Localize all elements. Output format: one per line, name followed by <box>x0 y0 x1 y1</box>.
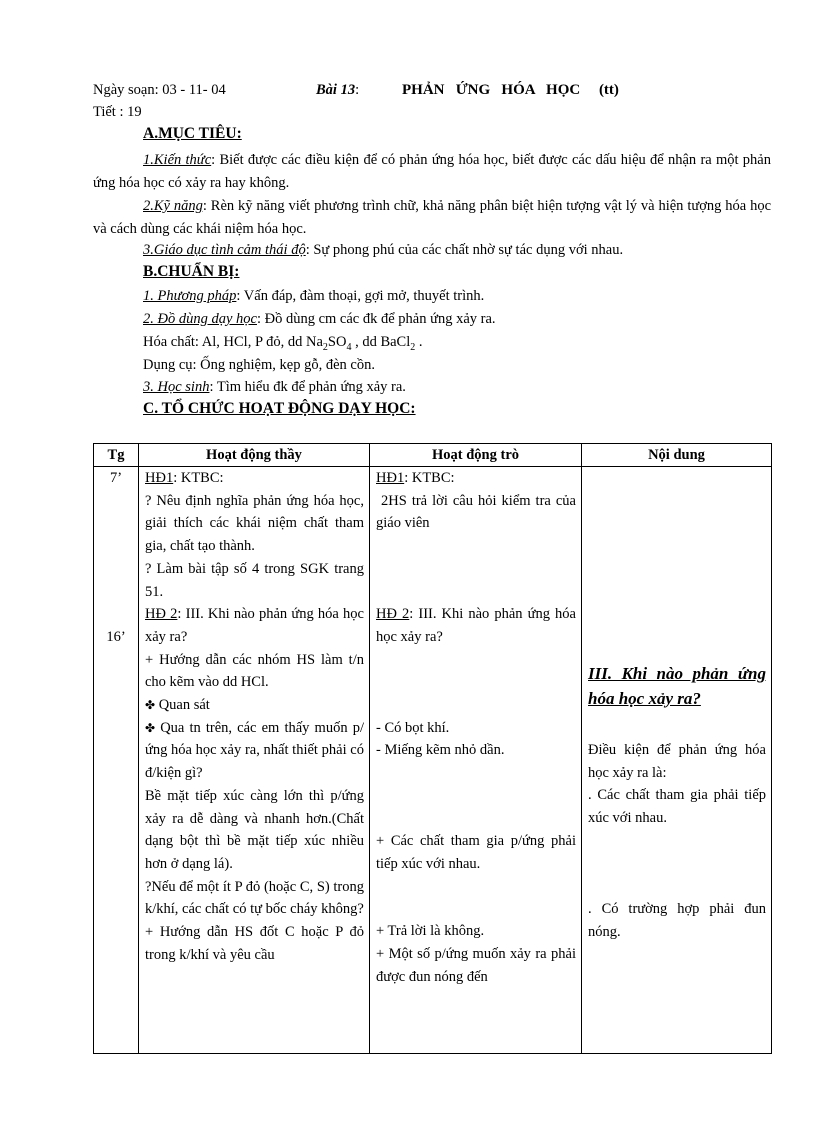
section-b-title: B.CHUẨN BỊ: <box>143 263 240 280</box>
date-prepared: Ngày soạn: 03 - 11- 04 <box>93 82 226 98</box>
attitude-text: : Sự phong phú của các chất nhờ sự tác dụng với nhau. <box>305 242 624 258</box>
skills-label: 2.Kỹ năng <box>143 198 203 214</box>
teacher-question-3: ✤ Qua tn trên, các em thấy muốn p/ứng hóa học xảy ra, nhất thiết phải có đ/kiện gì? <box>145 719 364 782</box>
header-time: Tg <box>94 444 139 467</box>
student-cell <box>370 467 582 1054</box>
header-teacher: Hoạt động thầy <box>139 444 370 467</box>
content-contact: . Các chất tham gia phải tiếp xúc với nhau. <box>588 787 766 827</box>
section-a-title: A.MỤC TIÊU: <box>143 125 242 142</box>
content-conditions: Điều kiện để phản ứng hóa học xảy ra là: <box>588 742 766 781</box>
table-row <box>94 467 772 1054</box>
period-line: Tiết : 19 <box>93 104 142 120</box>
students-label: 3. Học sinh <box>143 379 210 395</box>
teacher-question-1: ? Nêu định nghĩa phản ứng hóa học, giải thích các khái niệm chất tham gia, chất tạo thành. <box>145 492 364 555</box>
table-header-row <box>94 444 772 467</box>
lesson-label <box>316 81 359 99</box>
skills-text: : Rèn kỹ năng viết phương trình chữ, khả năng phân biệt hiện tượng vật lý và hiện tượng hóa học và cách dùng các khái niệm hóa học. <box>93 198 772 237</box>
students-text: : Tìm hiểu đk để phản ứng xảy ra. <box>209 379 406 395</box>
flower-bullet-icon: ✤ <box>145 720 156 735</box>
header-student: Hoạt động trò <box>370 444 582 467</box>
prep-chemicals: Hóa chất: Al, HCl, P đỏ, dd $Na_2SO_4$ , dd BaCl$_2$ . <box>143 334 423 353</box>
student-hd1: HĐ1: KTBC: <box>376 470 455 486</box>
student-hd2: HĐ 2: III. Khi nào phản ứng hóa học xảy ra? <box>376 606 576 645</box>
prep-tools: Dụng cụ: Ống nghiệm, kẹp gỗ, đèn cồn. <box>143 357 375 373</box>
objective-knowledge <box>93 149 771 195</box>
teacher-hd2: HĐ 2: III. Khi nào phản ứng hóa học xảy ra? <box>145 606 364 645</box>
prep-equipment <box>143 310 496 328</box>
lesson-colon: : <box>355 82 360 98</box>
header-content: Nội dung <box>582 444 772 467</box>
objective-skills <box>93 195 771 241</box>
section-c-title: C. TỔ CHỨC HOẠT ĐỘNG DẠY HỌC: <box>143 400 416 417</box>
content-cell <box>582 467 772 1054</box>
teacher-question-2: ? Làm bài tập số 4 trong SGK trang 51. <box>145 560 364 600</box>
teacher-guide-2: + Hướng dẫn HS đốt C hoặc P đỏ trong k/khí và yêu cầu <box>145 924 364 963</box>
attitude-label: 3.Giáo dục tình cảm thái độ <box>143 242 306 258</box>
objective-attitude <box>143 241 623 259</box>
student-heating: + Một số p/ứng muốn xảy ra phải được đun nóng đến <box>376 946 576 985</box>
activity-table <box>93 443 772 1054</box>
equipment-label: 2. Đồ dùng dạy học <box>143 311 257 327</box>
lesson-number: Bài 13 <box>316 82 356 98</box>
time-hd2: 16’ <box>106 628 126 645</box>
teacher-observe: ✤ Quan sát <box>145 697 210 714</box>
knowledge-text: : Biết được các điều kiện để có phản ứng hóa học, biết được các dấu hiệu để nhận ra một phản ứng hóa học có xảy ra hay không. <box>93 152 771 191</box>
content-heading: III. Khi nào phản ứng hóa học xảy ra? <box>588 664 766 708</box>
flower-bullet-icon: ✤ <box>145 698 156 713</box>
student-answer-1: 2HS trả lời câu hỏi kiểm tra của giáo viên <box>376 492 580 532</box>
student-zinc: - Miếng kẽm nhỏ dần. <box>376 742 505 759</box>
equipment-text: : Đồ dùng cm các đk để phản ứng xảy ra. <box>256 311 496 327</box>
time-hd1: 7’ <box>109 470 123 486</box>
lesson-title: PHẢN ỨNG HÓA HỌC (tt) <box>402 82 619 98</box>
teacher-hd1: HĐ1: KTBC: <box>145 470 224 486</box>
student-contact: + Các chất tham gia p/ứng phải tiếp xúc với nhau. <box>376 832 576 872</box>
time-cell <box>94 467 139 1054</box>
prep-students <box>143 378 406 396</box>
teacher-surface-note: Bề mặt tiếp xúc càng lớn thì p/ứng xảy ra dễ dàng và nhanh hơn.(Chất dạng bột thì bề mặt tiếp xúc nhiều hơn ở dạng lá). <box>145 787 364 872</box>
teacher-guide-1: + Hướng dẫn các nhóm HS làm t/n cho kẽm vào dd HCl. <box>145 651 364 691</box>
student-bubbles: - Có bọt khí. <box>376 719 450 736</box>
content-heating: . Có trường hợp phải đun nóng. <box>588 900 766 940</box>
prep-method <box>143 287 484 305</box>
teacher-cell <box>139 467 370 1054</box>
knowledge-label: 1.Kiến thức <box>143 152 212 168</box>
method-label: 1. Phương pháp <box>143 288 237 304</box>
student-answer-no: + Trả lời là không. <box>376 923 485 940</box>
teacher-question-4: ?Nếu để một ít P đỏ (hoặc C, S) trong k/khí, các chất có tự bốc cháy không? <box>145 878 364 918</box>
method-text: : Vấn đáp, đàm thoại, gợi mở, thuyết trình. <box>236 288 485 304</box>
date-line <box>93 81 226 99</box>
